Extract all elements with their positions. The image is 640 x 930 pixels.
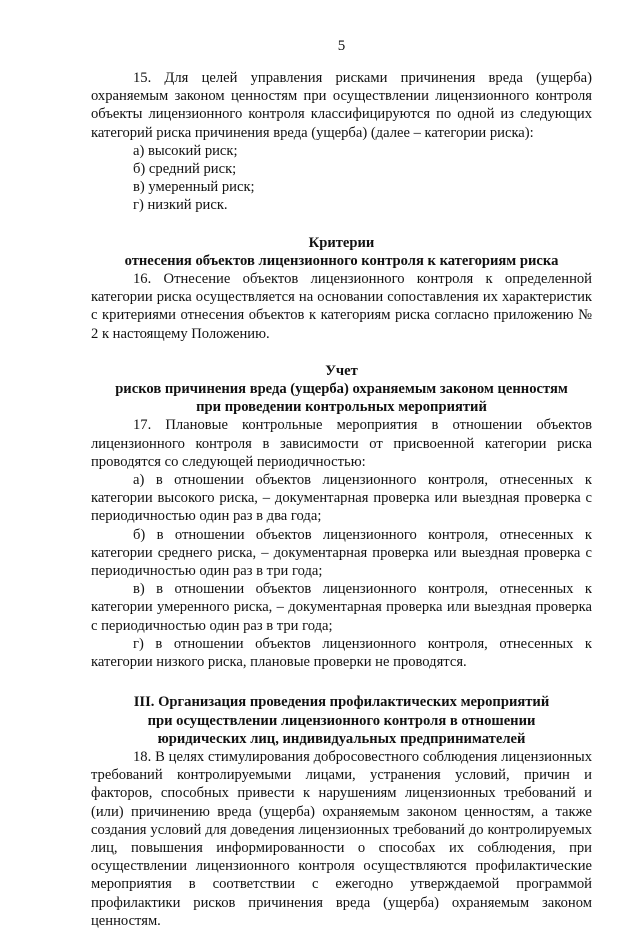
paragraph-18: 18. В целях стимулирования добросовестного соблюдения лицензионных требований контролируемыми лицами, устранения условий, причин и факторов, способных привести к нарушениям лицензионных требований и (или) причинению вреда (ущерба) охраняемым законом ценностям, а также создания условий для доведения лицензионных требований до контролируемых лиц, повышения информированности о способах их соблюдения, при осуществлении лицензионного контроля осуществляются профилактические мероприятия в соответствии с ежегодно утверждаемой программой профилактики рисков причинения вреда (ущерба) охраняемым законом ценностям. [91,748,592,929]
paragraph-16: 16. Отнесение объектов лицензионного контроля к определенной категории риска осуществляется на основании сопоставления их характеристик с критериями отнесения объектов к категориям риска согласно приложению № 2 к настоящему Положению. [91,271,592,342]
criteria-section [91,234,592,343]
accounting-heading-line1: Учет [325,362,358,379]
risk-item-moderate: в) умеренный риск; [133,179,255,196]
criteria-heading [91,234,592,270]
criteria-heading-line1: Критерии [308,234,375,251]
section-3-heading-line3: юридических лиц, индивидуальных предпринимателей [157,730,526,747]
page-number: 5 [337,38,346,54]
accounting-heading-line2: рисков причинения вреда (ущерба) охраняемым законом ценностям [115,381,568,398]
section-3-heading-line1: III. Организация проведения профилактических мероприятий [133,694,550,711]
accounting-heading-line3: при проведении контрольных мероприятий [196,399,487,416]
paragraph-15: 15. Для целей управления рисками причинения вреда (ущерба) охраняемым законом ценностям при осуществлении лицензионного контроля объекты лицензионного контроля классифицируются по одной из следующих категорий риска причинения вреда (ущерба) (далее – категории риска): [91,70,592,141]
paragraph-17: 17. Плановые контрольные мероприятия в отношении объектов лицензионного контроля в зависимости от присвоенной категории риска проводятся со следующей периодичностью: [91,417,592,470]
risk-item-high: а) высокий риск; [133,142,238,159]
paragraph-17a: а) в отношении объектов лицензионного контроля, отнесенных к категории высокого риска, – документарная проверка или выездная проверка с периодичностью один раз в два года; [91,472,592,525]
accounting-section [91,362,592,671]
paragraph-17c: в) в отношении объектов лицензионного контроля, отнесенных к категории умеренного риска, – документарная проверка или выездная проверка с периодичностью один раз в три года; [91,581,592,634]
accounting-heading [91,362,592,417]
paragraph-17b: б) в отношении объектов лицензионного контроля, отнесенных к категории среднего риска, – документарная проверка или выездная проверка с периодичностью один раз в три года; [91,526,592,580]
section-3-heading-line2: при осуществлении лицензионного контроля в отношении [147,712,536,729]
section-3 [91,693,592,930]
risk-item-medium: б) средний риск; [133,161,237,178]
paragraph-17d: г) в отношении объектов лицензионного контроля, отнесенных к категории низкого риска, плановые проверки не проводятся. [91,635,592,671]
criteria-heading-line2: отнесения объектов лицензионного контроля к категориям риска [124,252,559,269]
risk-item-low: г) низкий риск. [133,197,228,214]
section-3-heading [91,693,592,748]
